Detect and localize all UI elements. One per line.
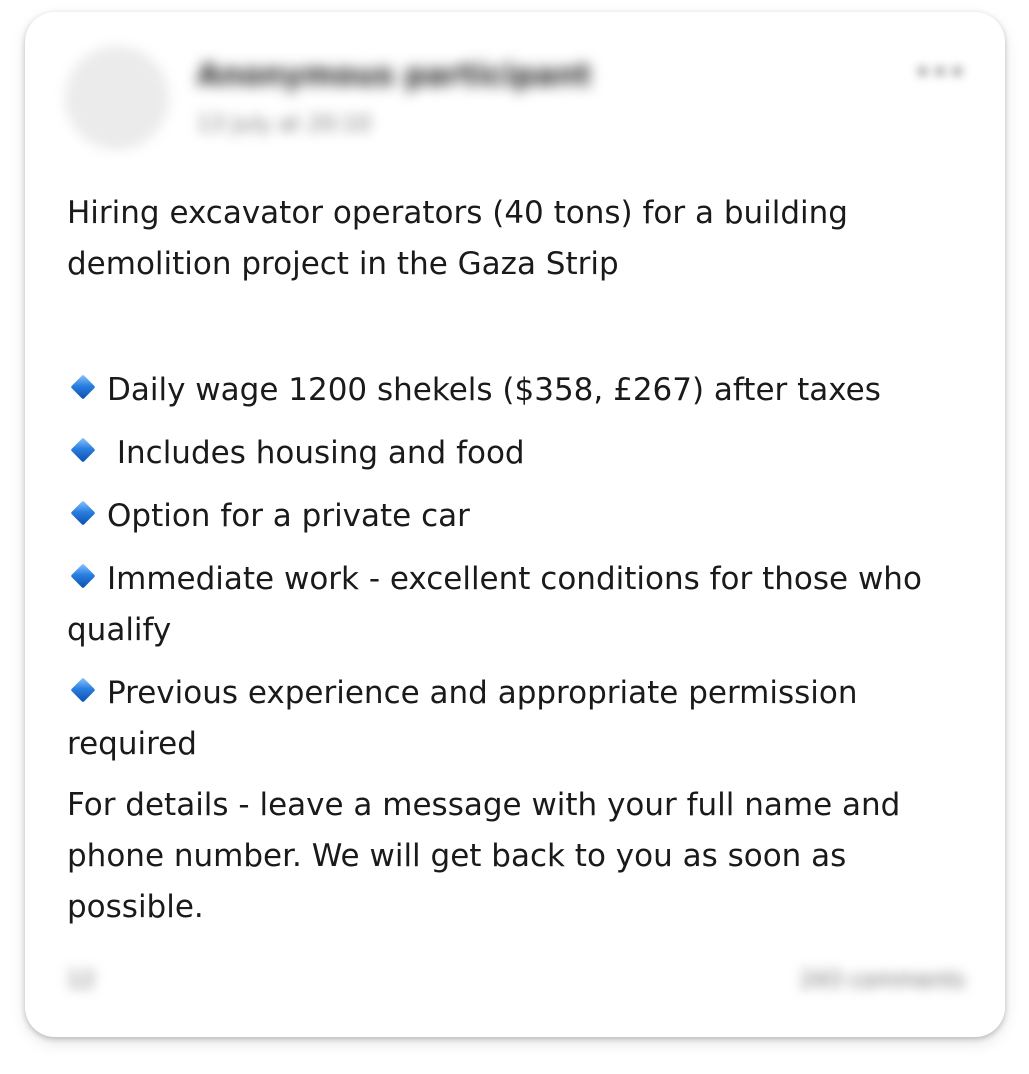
more-options-icon[interactable]: ••• [914, 58, 967, 88]
bullet-item [67, 668, 967, 770]
post-footer [25, 962, 1005, 1012]
blue-diamond-icon [71, 375, 96, 400]
post-body [67, 188, 967, 933]
bullet-text: Includes housing and food [107, 435, 525, 471]
post-headline: Hiring excavator operators (40 tons) for a building demolition project in the Gaza Strip [67, 195, 848, 282]
bullet-item [67, 554, 967, 656]
post-card [25, 12, 1005, 1037]
reactions-count[interactable]: 12 [67, 968, 95, 993]
bullet-text: Option for a private car [107, 498, 470, 534]
bullet-item [67, 365, 967, 416]
post-header [25, 12, 1005, 182]
bullet-item [67, 428, 967, 479]
bullet-text: Immediate work - excellent conditions for those who qualify [67, 561, 922, 648]
blue-diamond-icon [71, 564, 96, 589]
blue-diamond-icon [71, 678, 96, 703]
call-to-action: For details - leave a message with your full name and phone number. We will get back to you as soon as possible. [67, 787, 901, 925]
bullet-text: Previous experience and appropriate permission required [67, 675, 858, 762]
author-name[interactable]: Anonymous participant [197, 58, 592, 93]
avatar[interactable] [65, 46, 169, 150]
blue-diamond-icon [71, 438, 96, 463]
post-timestamp[interactable]: 13 July at 20:10 [197, 112, 372, 137]
blue-diamond-icon [71, 501, 96, 526]
bullet-text: Daily wage 1200 shekels ($358, £267) after taxes [107, 372, 881, 408]
comments-count[interactable]: 243 comments [800, 968, 965, 993]
bullet-item [67, 491, 967, 542]
